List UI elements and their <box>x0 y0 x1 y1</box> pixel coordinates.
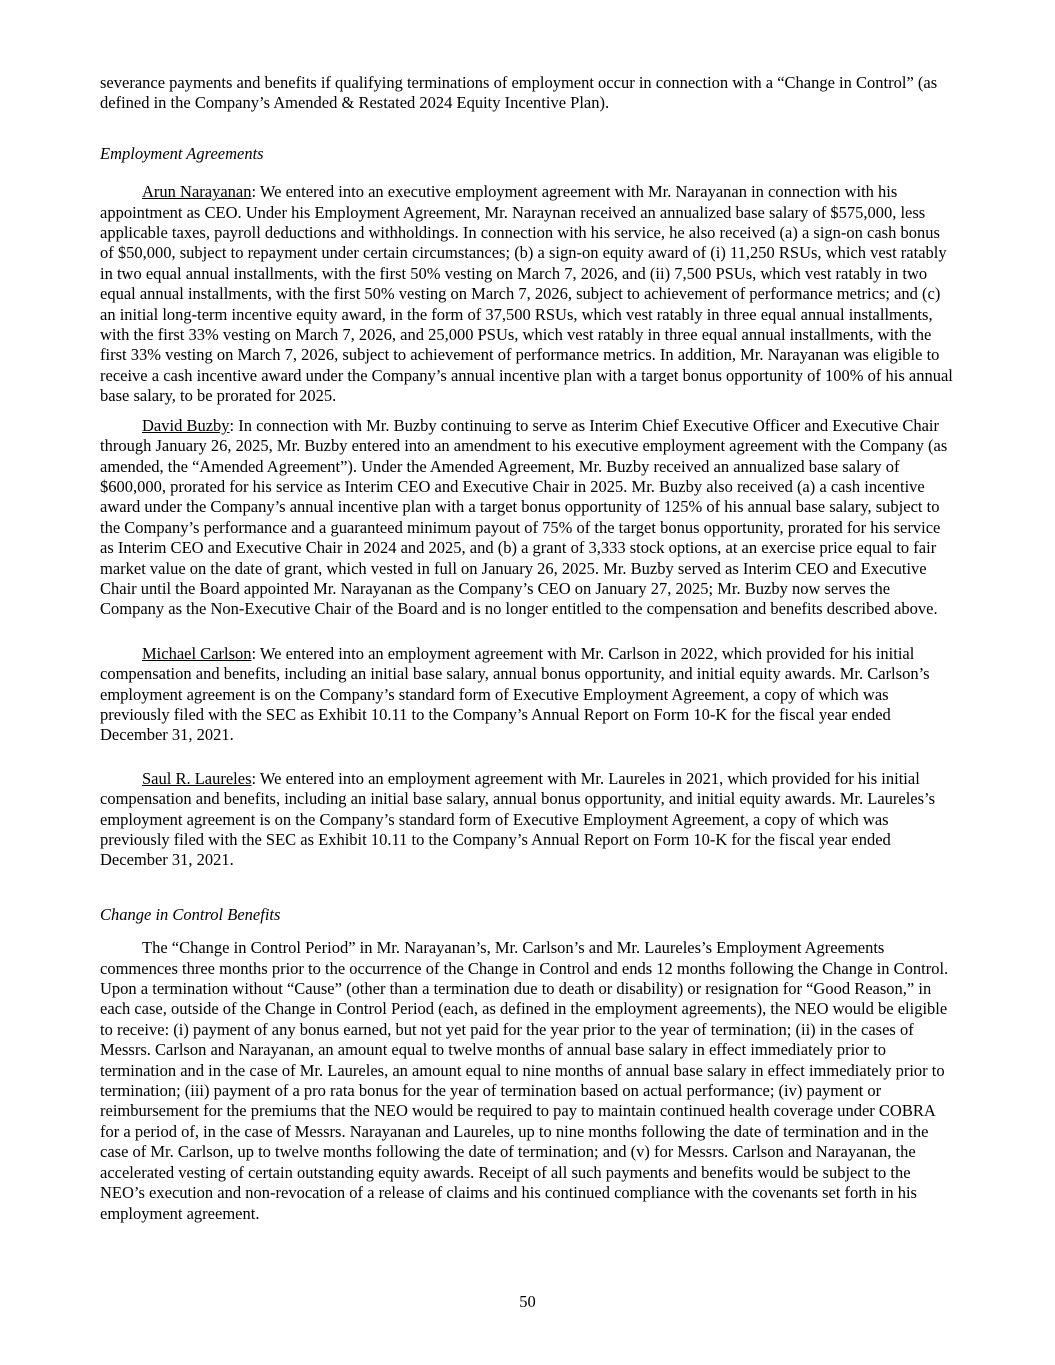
paragraph-laureles <box>100 769 955 871</box>
buzby-name: David Buzby <box>142 415 230 435</box>
carlson-text: : We entered into an employment agreement with Mr. Carlson in 2022, which provided for his initial compensation and benefits, including an initial base salary, annual bonus opportunity, and initial equity awards. Mr. Carlson’s employment agreement is on the Company’s standard form of Executive Employment Agreement, a copy of which was previously filed with the SEC as Exhibit 10.11 to the Company’s Annual Report on Form 10-K for the fiscal year ended December 31, 2021. <box>100 643 930 745</box>
employment-agreements-heading: Employment Agreements <box>100 143 264 163</box>
page-number: 50 <box>519 1292 536 1311</box>
intro-paragraph: severance payments and benefits if qualifying terminations of employment occur in connection with a “Change in Control” (as defined in the Company’s Amended & Restated 2024 Equity Incentive Plan). <box>100 73 938 113</box>
paragraph-buzby <box>100 416 955 620</box>
laureles-text: : We entered into an employment agreement with Mr. Laureles in 2021, which provided for his initial compensation and benefits, including an initial base salary, annual bonus opportunity, and initial equity awards. Mr. Laureles’s employment agreement is on the Company’s standard form of Executive Employment Agreement, a copy of which was previously filed with the SEC as Exhibit 10.11 to the Company’s Annual Report on Form 10-K for the fiscal year ended December 31, 2021. <box>100 768 936 870</box>
narayanan-text: : We entered into an executive employment agreement with Mr. Narayanan in connection with his appointment as CEO. Under his Employment Agreement, Mr. Naraynan received an annualized base salary of $575,000, less applicable taxes, payroll deductions and withholdings. In connection with his service, he also received (a) a sign-on cash bonus of $50,000, subject to repayment under certain circumstances; (b) a sign-on equity award of (i) 11,250 RSUs, which vest ratably in two equal annual installments, with the first 50% vesting on March 7, 2026, and (ii) 7,500 PSUs, which vest ratably in two equal annual installments, with the first 50% vesting on March 7, 2026, subject to achievement of performance metrics; and (c) an initial long-term incentive equity award, in the form of 37,500 RSUs, which vest ratably in three equal annual installments, with the first 33% vesting on March 7, 2026, and 25,000 PSUs, which vest ratably in three equal annual installments, with the first 33% vesting on March 7, 2026, subject to achievement of performance metrics. In addition, Mr. Narayanan was eligible to receive a cash incentive award under the Company’s annual incentive plan with a target bonus opportunity of 100% of his annual base salary, to be prorated for 2025. <box>100 182 953 406</box>
paragraph-narayanan <box>100 182 955 406</box>
laureles-name: Saul R. Laureles <box>142 768 252 788</box>
carlson-name: Michael Carlson <box>142 643 252 663</box>
narayanan-name: Arun Narayanan <box>142 182 252 202</box>
buzby-text: : In connection with Mr. Buzby continuing to serve as Interim Chief Executive Officer and Executive Chair through January 26, 2025, Mr. Buzby entered into an amendment to his executive employment agreement with the Company (as amended, the “Amended Agreement”). Under the Amended Agreement, Mr. Buzby received an annualized base salary of $600,000, prorated for his service as Interim CEO and Executive Chair in 2025. Mr. Buzby also received (a) a cash incentive award under the Company’s annual incentive plan with a target bonus opportunity of 125% of his annual base salary, subject to the Company’s performance and a guaranteed minimum payout of 75% of the target bonus opportunity, prorated for his service as Interim CEO and Executive Chair in 2024 and 2025, and (b) a grant of 3,333 stock options, at an exercise price equal to fair market value on the date of grant, which vested in full on January 26, 2025. Mr. Buzby served as Interim CEO and Executive Chair until the Board appointed Mr. Narayanan as the Company’s CEO on January 27, 2025; Mr. Buzby now serves the Company as the Non-Executive Chair of the Board and is no longer entitled to the compensation and benefits described above. <box>100 415 948 619</box>
change-in-control-heading: Change in Control Benefits <box>100 904 281 924</box>
paragraph-change-in-control: The “Change in Control Period” in Mr. Narayanan’s, Mr. Carlson’s and Mr. Laureles’s Employment Agreements commences three months prior to the occurrence of the Change in Control and ends 12 months following the Change in Control. Upon a termination without “Cause” (other than a termination due to death or disability) or resignation for “Good Reason,” in each case, outside of the Change in Control Period (each, as defined in the employment agreements), the NEO would be eligible to receive: (i) payment of any bonus earned, but not yet paid for the year prior to the year of termination; (ii) in the cases of Messrs. Carlson and Narayanan, an amount equal to twelve months of annual base salary in effect immediately prior to termination and in the case of Mr. Laureles, an amount equal to nine months of annual base salary in effect immediately prior to termination; (iii) payment of a pro rata bonus for the year of termination based on actual performance; (iv) payment or reimbursement for the premiums that the NEO would be required to pay to maintain continued health coverage under COBRA for a period of, in the case of Messrs. Narayanan and Laureles, up to nine months following the date of termination and in the case of Mr. Carlson, up to twelve months following the date of termination; and (v) for Messrs. Carlson and Narayanan, the accelerated vesting of certain outstanding equity awards. Receipt of all such payments and benefits would be subject to the NEO’s execution and non-revocation of a release of claims and his continued compliance with the covenants set forth in his employment agreement. <box>100 938 949 1223</box>
paragraph-carlson <box>100 644 955 746</box>
